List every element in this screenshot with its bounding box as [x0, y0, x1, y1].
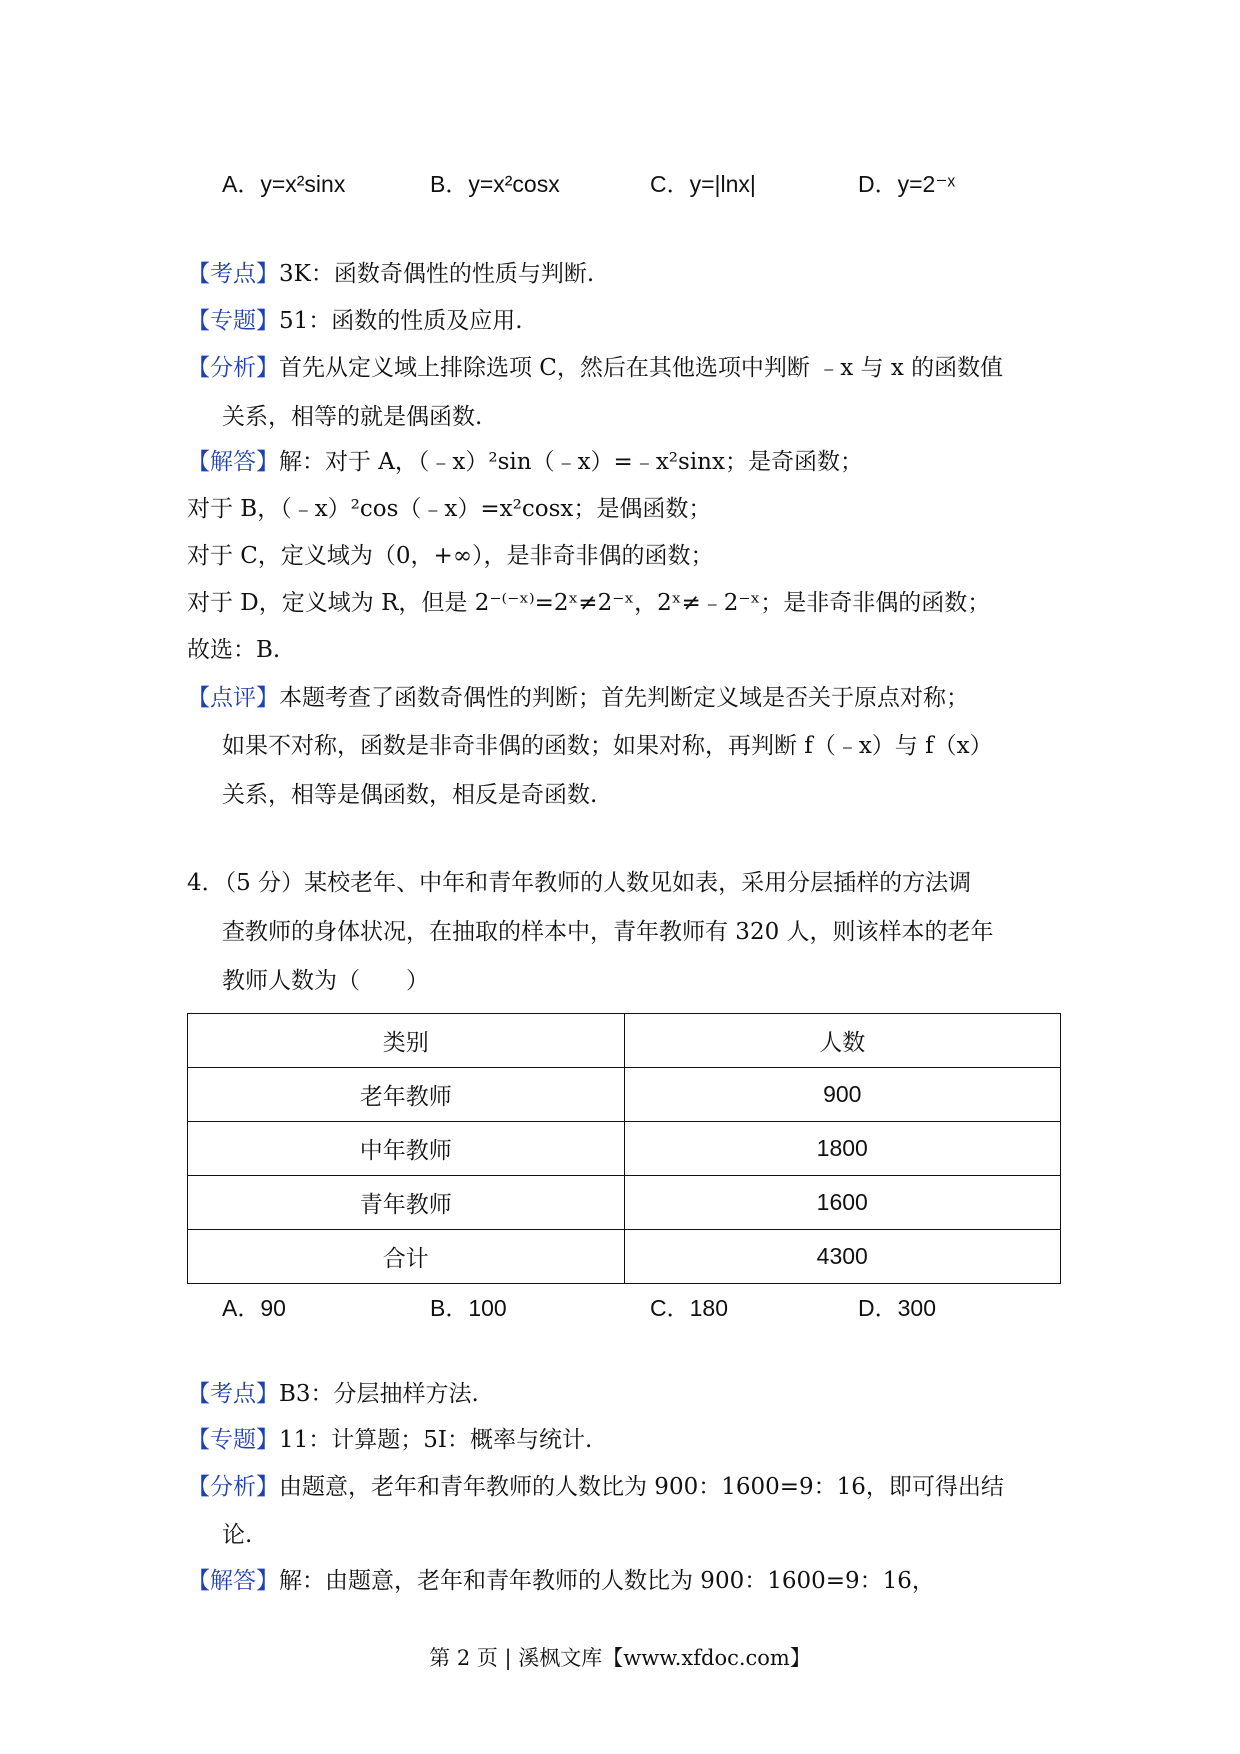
- q4-option-a: A．90: [222, 1295, 286, 1321]
- kaodian-tag: 【考点】: [187, 1381, 279, 1407]
- table-cell: 老年教师: [188, 1068, 625, 1122]
- q3-dianping: [187, 679, 969, 712]
- q4-data-table: [187, 1013, 1061, 1284]
- q3-dianping-2: 如果不对称，函数是非奇非偶的函数；如果对称，再判断 f（﹣x）与 f（x）: [222, 733, 993, 759]
- table-row: [188, 1122, 1061, 1176]
- table-cell: 1600: [624, 1176, 1061, 1230]
- kaodian-tag: 【考点】: [187, 261, 279, 287]
- fenxi-text-1: 由题意，老年和青年教师的人数比为 900：1600=9：16，即可得出结: [279, 1474, 1004, 1500]
- kaodian-text: 3K：函数奇偶性的性质与判断.: [279, 261, 595, 287]
- q4-kaodian: [187, 1375, 479, 1408]
- q4-option-b: B．100: [430, 1295, 507, 1321]
- q3-jieda-4: 对于 D，定义域为 R，但是 2⁻⁽⁻ˣ⁾=2ˣ≠2⁻ˣ，2ˣ≠﹣2⁻ˣ；是非奇非偶的函数；: [187, 590, 991, 616]
- q4-jieda: [187, 1562, 935, 1595]
- table-header-row: [188, 1014, 1061, 1068]
- fenxi-tag: 【分析】: [187, 355, 279, 381]
- table-header: 类别: [188, 1014, 625, 1068]
- fenxi-tag: 【分析】: [187, 1474, 279, 1500]
- q3-jieda-2: 对于 B，（﹣x）²cos（﹣x）=x²cosx；是偶函数；: [187, 496, 712, 522]
- table-cell: 900: [624, 1068, 1061, 1122]
- q3-option-b: B．y=x²cosx: [430, 171, 560, 197]
- jieda-tag: 【解答】: [187, 1568, 279, 1594]
- jieda-tag: 【解答】: [187, 449, 279, 475]
- q3-option-a: A．y=x²sinx: [222, 171, 346, 197]
- q3-fenxi-2: 关系，相等的就是偶函数.: [222, 404, 483, 430]
- table-cell: 4300: [624, 1230, 1061, 1284]
- q3-option-c: C．y=|lnx|: [650, 171, 756, 197]
- table-header: 人数: [624, 1014, 1061, 1068]
- q3-jieda: [187, 443, 863, 476]
- zhuanti-tag: 【专题】: [187, 308, 279, 334]
- q4-stem-3: 教师人数为（ ）: [222, 968, 429, 994]
- table-cell: 合计: [188, 1230, 625, 1284]
- table-row: [188, 1068, 1061, 1122]
- q4-fenxi: [187, 1468, 1004, 1501]
- q3-zhuanti: [187, 302, 523, 335]
- q4-option-c: C．180: [650, 1295, 728, 1321]
- q3-kaodian: [187, 255, 594, 288]
- table-row: [188, 1230, 1061, 1284]
- table-cell: 中年教师: [188, 1122, 625, 1176]
- q3-jieda-3: 对于 C，定义域为（0，+∞），是非奇非偶的函数；: [187, 543, 714, 569]
- table-cell: 1800: [624, 1122, 1061, 1176]
- q3-option-d: D．y=2⁻ˣ: [858, 171, 956, 197]
- q4-zhuanti: [187, 1421, 592, 1454]
- fenxi-text-1: 首先从定义域上排除选项 C，然后在其他选项中判断 ﹣x 与 x 的函数值: [279, 355, 1004, 381]
- zhuanti-text: 11：计算题；5I：概率与统计.: [279, 1427, 593, 1453]
- q3-dianping-3: 关系，相等是偶函数，相反是奇函数.: [222, 782, 598, 808]
- kaodian-text: B3：分层抽样方法.: [279, 1381, 479, 1407]
- q3-fenxi: [187, 349, 1003, 382]
- dianping-text-1: 本题考查了函数奇偶性的判断；首先判断定义域是否关于原点对称；: [279, 685, 969, 711]
- q4-fenxi-2: 论.: [222, 1522, 253, 1548]
- zhuanti-text: 51：函数的性质及应用.: [279, 308, 523, 334]
- q4-stem-2: 查教师的身体状况，在抽取的样本中，青年教师有 320 人，则该样本的老年: [222, 919, 994, 945]
- jieda-text-1: 解：由题意，老年和青年教师的人数比为 900：1600=9：16，: [279, 1568, 935, 1594]
- q3-jieda-5: 故选：B.: [187, 637, 281, 663]
- q4-option-d: D．300: [858, 1295, 936, 1321]
- jieda-text-1: 解：对于 A，（﹣x）²sin（﹣x）=﹣x²sinx；是奇函数；: [279, 449, 863, 475]
- page-footer: 第 2 页 | 溪枫文库【www.xfdoc.com】: [429, 1646, 811, 1670]
- zhuanti-tag: 【专题】: [187, 1427, 279, 1453]
- table-row: [188, 1176, 1061, 1230]
- dianping-tag: 【点评】: [187, 685, 279, 711]
- q4-stem-1: 4．（5 分）某校老年、中年和青年教师的人数见如表，采用分层插样的方法调: [187, 870, 972, 896]
- table-cell: 青年教师: [188, 1176, 625, 1230]
